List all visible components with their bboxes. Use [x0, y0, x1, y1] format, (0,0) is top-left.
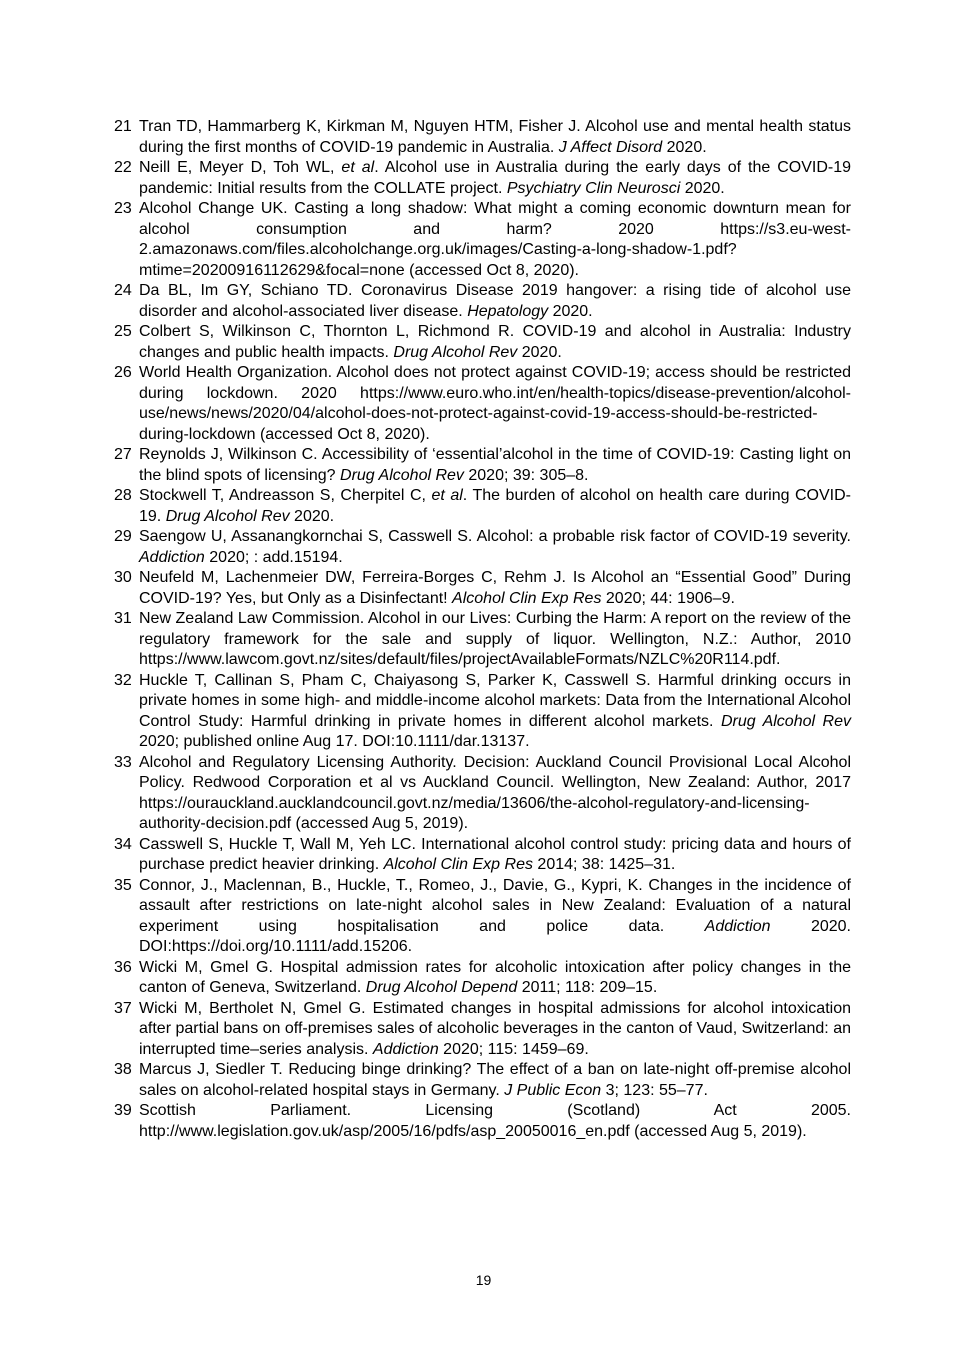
reference-details: 2011; 118: 209–15. — [517, 979, 658, 996]
reference-item — [114, 999, 851, 1061]
reference-details: 2020. — [289, 507, 335, 525]
reference-item — [114, 958, 851, 999]
reference-number: 23 — [114, 200, 132, 217]
reference-citation: Wicki M, Gmel G. Hospital admission rates for alcoholic intoxication after policy changes in the canton of Geneva, Switzerland. — [139, 958, 851, 996]
reference-journal: Drug Alcohol Rev — [393, 343, 518, 361]
reference-number: 27 — [114, 446, 132, 463]
reference-details: 2020; : add.15194. — [204, 548, 343, 566]
reference-citation: Alcohol Change UK. Casting a long shadow: What might a coming economic downturn mean for alcohol consumption and harm? 2020 https://s3.eu-west-2.amazonaws.com/files.alcoholchange.org.uk/images/Casting-a-long-shadow-1.pdf?mtime=20200916112629&focal=none (accessed Oct 8, 2020). — [139, 200, 851, 279]
reference-number: 22 — [114, 159, 132, 176]
reference-item — [114, 527, 851, 568]
reference-details: 2020. DOI:https://doi.org/10.1111/add.15206. — [139, 917, 852, 955]
reference-citation: World Health Organization. Alcohol does not protect against COVID-19; access should be restricted during lockdown. 2020 https://www.euro.who.int/en/health-topics/disease-prevention/alcohol-use/news/news/2020/04/alcohol-does-not-protect-against-covid-19-access-should-be-restricted-during-lockdown (accessed Oct 8, 2020). — [139, 364, 851, 443]
reference-text — [139, 445, 851, 486]
reference-item — [114, 568, 851, 609]
reference-citation: Marcus J, Siedler T. Reducing binge drinking? The effect of a ban on late-night off-premise alcohol sales on alcohol-related hospital stays in Germany. — [139, 1061, 851, 1099]
reference-details: 2020; published online Aug 17. DOI:10.1111/dar.13137. — [139, 733, 530, 750]
reference-citation: Da BL, Im GY, Schiano TD. Coronavirus Disease 2019 hangover: a rising tide of alcohol use disorder and alcohol-associated liver disease. — [139, 282, 851, 320]
reference-text — [139, 876, 851, 958]
reference-number: 31 — [114, 610, 132, 627]
reference-item — [114, 835, 851, 876]
reference-item — [114, 609, 851, 671]
reference-item — [114, 445, 851, 486]
reference-journal: Drug Alcohol Rev — [340, 466, 464, 484]
reference-journal: Addiction — [372, 1040, 439, 1058]
reference-et-al: et al — [431, 487, 463, 504]
reference-citation: Saengow U, Assanangkornchai S, Casswell S. Alcohol: a probable risk factor of COVID-19 severity. — [139, 528, 851, 545]
reference-details: 2020. — [548, 302, 593, 320]
reference-journal: Psychiatry Clin Neurosci — [506, 179, 681, 197]
reference-citation: Casswell S, Huckle T, Wall M, Yeh LC. International alcohol control study: pricing data and hours of purchase predict heavier drinking. — [139, 835, 851, 873]
reference-journal: Alcohol Clin Exp Res — [452, 589, 602, 607]
reference-citation: Neufeld M, Lachenmeier DW, Ferreira-Borges C, Rehm J. Is Alcohol an “Essential Good” During COVID-19? Yes, but Only as a Disinfectant! — [139, 569, 851, 607]
reference-details: 3; 123: 55–77. — [601, 1081, 708, 1099]
reference-item — [114, 876, 851, 958]
reference-item — [114, 363, 851, 445]
reference-item — [114, 753, 851, 835]
reference-number: 24 — [114, 282, 132, 299]
page-number: 19 — [475, 1272, 492, 1288]
reference-text — [139, 158, 851, 199]
reference-journal: Addiction — [139, 548, 205, 566]
reference-citation: Huckle T, Callinan S, Pham C, Chaiyasong S, Parker K, Casswell S. Harmful drinking occurs in private homes in some high- and middle-income alcohol markets: Data from the International Alcohol Control Study: Harmful drinking in private homes in different alcohol markets. — [139, 671, 851, 730]
reference-list — [114, 117, 851, 1142]
reference-number: 39 — [114, 1102, 132, 1119]
reference-citation: Colbert S, Wilkinson C, Thornton L, Richmond R. COVID-19 and alcohol in Australia: Industry changes and public health impacts. — [139, 323, 851, 361]
reference-number: 26 — [114, 364, 132, 381]
reference-text — [139, 281, 851, 322]
reference-details: 2020; 44: 1906–9. — [601, 589, 735, 607]
reference-item — [114, 671, 851, 753]
reference-journal: J Affect Disord — [558, 138, 663, 156]
reference-text — [139, 671, 851, 753]
reference-item — [114, 486, 851, 527]
reference-number: 36 — [114, 958, 132, 976]
reference-item — [114, 199, 851, 281]
reference-journal: Drug Alcohol Rev — [165, 507, 290, 525]
reference-title: . The burden of alcohol on health care during COVID-19. — [139, 487, 852, 525]
reference-details: 2020; 115: 1459–69. — [438, 1040, 589, 1058]
reference-text — [139, 568, 851, 609]
reference-text — [139, 322, 851, 363]
reference-et-al: et al — [341, 159, 375, 176]
reference-item — [114, 322, 851, 363]
reference-number: 34 — [114, 835, 132, 853]
reference-text — [139, 527, 851, 568]
reference-item — [114, 281, 851, 322]
reference-journal: Alcohol Clin Exp Res — [383, 856, 533, 873]
reference-details: 2020; 39: 305–8. — [463, 466, 589, 484]
reference-number: 29 — [114, 528, 132, 545]
reference-number: 25 — [114, 323, 132, 340]
reference-text — [139, 753, 851, 835]
reference-citation: Alcohol and Regulatory Licensing Authority. Decision: Auckland Council Provisional Local Alcohol Policy. Redwood Corporation et al vs Auckland Council. Wellington, New Zealand: Author, 2017 https://ourauckland.aucklandcouncil.govt.nz/media/13606/the-alcohol-regulatory-and-licensing-authority-decision.pdf (accessed Aug 5, 2019). — [139, 753, 851, 832]
reference-details: 2020. — [517, 343, 562, 361]
reference-text — [139, 199, 851, 281]
reference-text — [139, 1060, 851, 1101]
reference-text — [139, 835, 851, 876]
reference-number: 21 — [114, 118, 132, 135]
reference-journal: Drug Alcohol Depend — [365, 979, 518, 996]
reference-text — [139, 1101, 851, 1142]
reference-journal: Addiction — [704, 917, 771, 935]
reference-journal: J Public Econ — [504, 1081, 602, 1099]
reference-number: 38 — [114, 1061, 132, 1078]
reference-number: 35 — [114, 876, 132, 894]
reference-text — [139, 486, 851, 527]
reference-citation: Reynolds J, Wilkinson C. Accessibility of ‘essential’alcohol in the time of COVID-19: Casting light on the blind spots of licensing? — [139, 446, 851, 484]
reference-text — [139, 999, 851, 1061]
reference-details: 2020. — [662, 138, 707, 156]
reference-text — [139, 363, 851, 445]
reference-item — [114, 1101, 851, 1142]
reference-journal: Hepatology — [467, 302, 549, 320]
reference-text — [139, 117, 851, 158]
reference-journal: Drug Alcohol Rev — [720, 712, 851, 730]
reference-citation: New Zealand Law Commission. Alcohol in our Lives: Curbing the Harm: A report on the review of the regulatory framework for the sale and supply of liquor. Wellington, N.Z.: Author, 2010 https://www.lawcom.govt.nz/sites/default/files/projectAvailableFormats/NZLC%20R114.pdf. — [139, 610, 851, 668]
reference-number: 32 — [114, 671, 132, 689]
reference-citation: Connor, J., Maclennan, B., Huckle, T., Romeo, J., Davie, G., Kypri, K. Changes in the incidence of assault after restrictions on late-night alcohol sales in New Zealand: Evaluation of a natural experiment using hospitalisation and police data. — [139, 876, 851, 935]
reference-number: 30 — [114, 569, 132, 586]
reference-citation: Neill E, Meyer D, Toh WL, — [139, 159, 342, 176]
reference-citation: Wicki M, Bertholet N, Gmel G. Estimated changes in hospital admissions for alcohol intoxication after partial bans on off-premises sales of alcoholic beverages in the canton of Vaud, Switzerland: an interrupted time–series analysis. — [139, 999, 851, 1058]
reference-number: 28 — [114, 487, 132, 504]
reference-details: 2014; 38: 1425–31. — [532, 856, 676, 873]
reference-citation: Stockwell T, Andreasson S, Cherpitel C, — [139, 487, 432, 504]
reference-number: 37 — [114, 999, 132, 1017]
reference-text — [139, 609, 851, 671]
reference-title: . Alcohol use in Australia during the early days of the COVID-19 pandemic: Initial results from the COLLATE project. — [139, 159, 852, 197]
reference-details: 2020. — [680, 179, 725, 197]
reference-item — [114, 158, 851, 199]
reference-citation: Tran TD, Hammarberg K, Kirkman M, Nguyen HTM, Fisher J. Alcohol use and mental health status during the first months of COVID-19 pandemic in Australia. — [139, 118, 851, 156]
reference-number: 33 — [114, 753, 132, 771]
reference-item — [114, 1060, 851, 1101]
reference-item — [114, 117, 851, 158]
reference-citation: Scottish Parliament. Licensing (Scotland) Act 2005. http://www.legislation.gov.uk/asp/2005/16/pdfs/asp_20050016_en.pdf (accessed Aug 5, 2019). — [139, 1102, 851, 1140]
reference-text — [139, 958, 851, 999]
